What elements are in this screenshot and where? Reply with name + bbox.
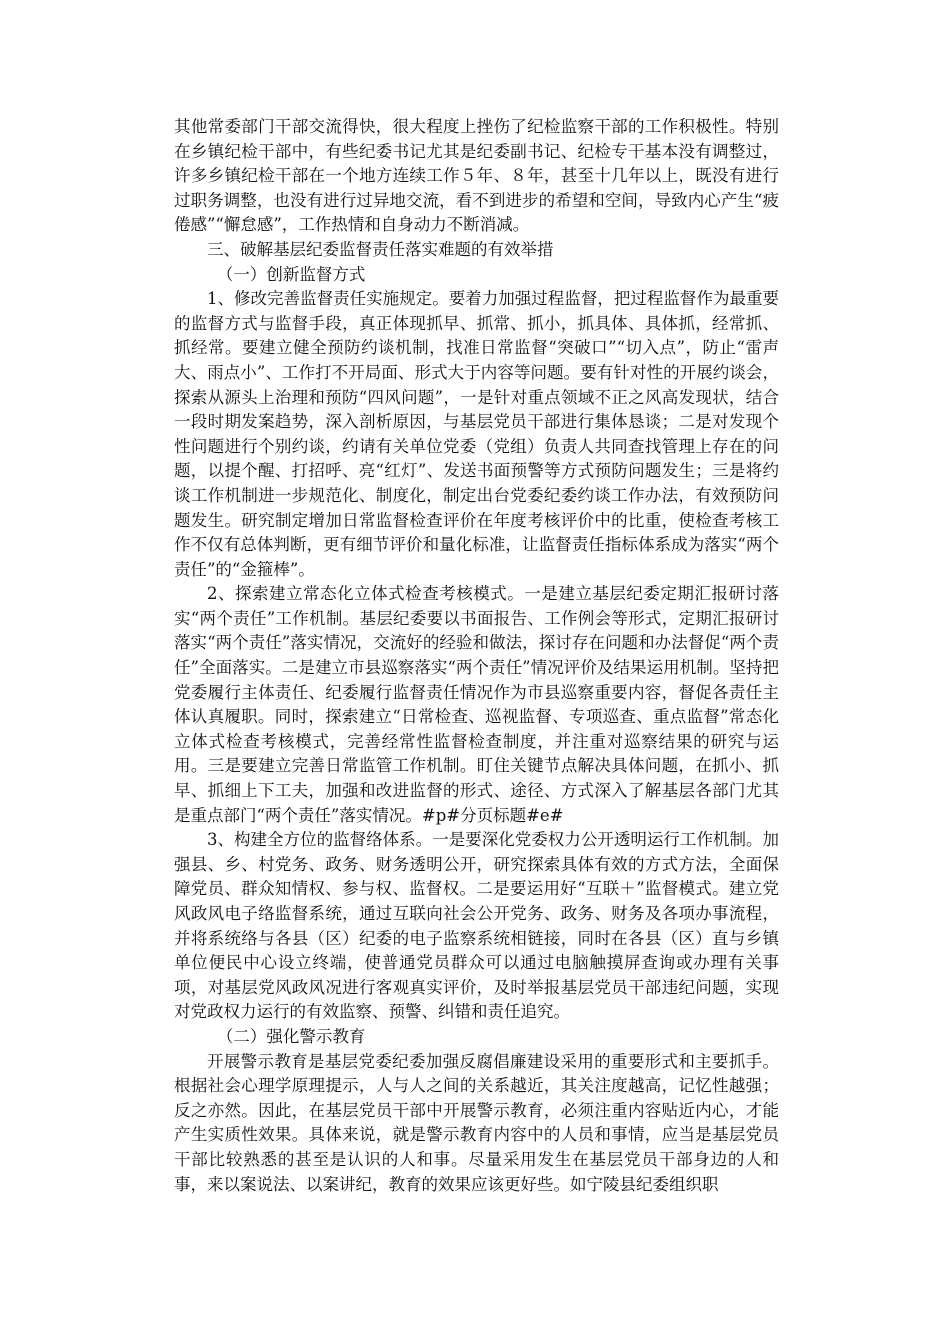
- paragraph-item-2: 2、探索建立常态化立体式检查考核模式。一是建立基层纪委定期汇报研讨落实“两个责任”工作机制。基层纪委要以书面报告、工作例会等形式，定期汇报研讨落实“两个责任”落实情况，交流好的经验和做法，探讨存在问题和办法督促“两个责任”全面落实。二是建立市县巡察落实“两个责任”情况评价及结果运用机制。坚持把党委履行主体责任、纪委履行监督责任情况作为市县巡察重要内容，督促各责任主体认真履职。同时，探索建立“日常检查、巡视监督、专项巡查、重点监督”常态化立体式检查考核模式，完善经常性监督检查制度，并注重对巡察结果的研究与运用。三是要建立完善日常监管工作机制。盯住关键节点解决具体问题，在抓小、抓早、抓细上下工夫，加强和改进监督的形式、途径、方式深入了解基层各部门尤其是重点部门“两个责任”落实情况。#p#分页标题#e#: [174, 584, 779, 825]
- section-heading-3: 三、破解基层纪委监督责任落实难题的有效举措: [207, 239, 554, 259]
- paragraph-item-3: 3、构建全方位的监督络体系。一是要深化党委权力公开透明运行工作机制。加强县、乡、村党务、政务、财务透明公开，研究探索具体有效的方式方法，全面保障党员、群众知情权、参与权、监督权。二是要运用好“互联＋”监督模式。建立党风政风电子络监督系统，通过互联向社会公开党务、政务、财务及各项办事流程，并将系统络与各县（区）纪委的电子监察系统相链接，同时在各县（区）直与乡镇单位便民中心设立终端，使普通党员群众可以通过电脑触摸屏查询或办理有关事项，对基层党风政风况进行客观真实评价，及时举报基层党员干部违纪问题，实现对党政权力运行的有效监察、预警、纠错和责任追究。: [174, 830, 779, 1022]
- paragraph-warning-education: 开展警示教育是基层党委纪委加强反腐倡廉建设采用的重要形式和主要抓手。根据社会心理学原理提示，人与人之间的关系越近，其关注度越高，记忆性越强；反之亦然。因此，在基层党员干部中开展警示教育，必须注重内容贴近内心，才能产生实质性效果。具体来说，就是警示教育内容中的人员和事情，应当是基层党员干部比较熟悉的甚至是认识的人和事。尽量采用发生在基层党员干部身边的人和事，来以案说法、以案讲纪，教育的效果应该更好些。如宁陵县纪委组织职: [174, 1051, 779, 1194]
- paragraph-item-1: 1、修改完善监督责任实施规定。要着力加强过程监督，把过程监督作为最重要的监督方式与监督手段，真正体现抓早、抓常、抓小，抓具体、具体抓，经常抓、抓经常。要建立健全预防约谈机制，找准日常监督“突破口”“切入点”，防止“雷声大、雨点小”、工作打不开局面、形式大于内容等问题。要有针对性的开展约谈会，探索从源头上治理和预防“四风问题”，一是针对重点领域不正之风高发现状，结合一段时期发案趋势，深入剖析原因，与基层党员干部进行集体恳谈；二是对发现个性问题进行个别约谈，约请有关单位党委（党组）负责人共同查找管理上存在的问题，以提个醒、打招呼、亮“红灯”、发送书面预警等方式预防问题发生；三是将约谈工作机制进一步规范化、制度化，制定出台党委纪委约谈工作办法，有效预防问题发生。研究制定增加日常监督检查评价在年度考核评价中的比重，使检查考核工作不仅有总体判断，更有细节评价和量化标准，让监督责任指标体系成为落实“两个责任”的“金箍棒”。: [174, 289, 779, 579]
- document-body: [174, 115, 779, 1197]
- paragraph-continuation: 其他常委部门干部交流得快，很大程度上挫伤了纪检监察干部的工作积极性。特别在乡镇纪检干部中，有些纪委书记尤其是纪委副书记、纪检专干基本没有调整过，许多乡镇纪检干部在一个地方连续工作５年、８年，甚至十几年以上，既没有进行过职务调整，也没有进行过异地交流，看不到进步的希望和空间，导致内心产生“疲倦感”“懈怠感”，工作热情和自身动力不断消减。: [174, 117, 779, 235]
- subsection-heading-1: （一）创新监督方式: [216, 264, 366, 284]
- subsection-heading-2: （二）强化警示教育: [216, 1026, 366, 1046]
